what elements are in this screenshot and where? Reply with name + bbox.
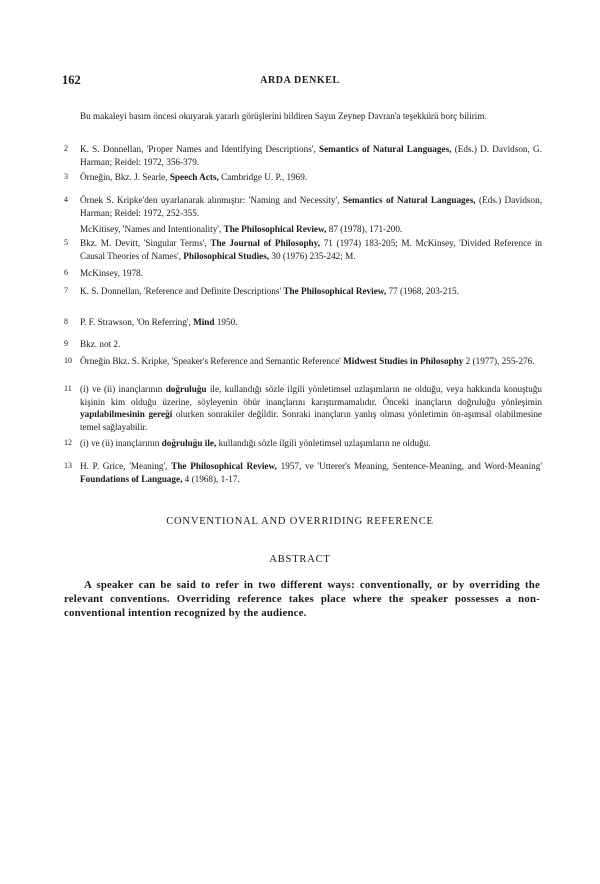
page-number: 162 [62, 73, 81, 87]
footnote-text: Örneğin, Bkz. J. Searle, Speech Acts, Cambridge U. P., 1969. [80, 172, 308, 182]
footnote-number: 4 [64, 195, 68, 204]
footnote-number: 10 [64, 356, 72, 365]
footnote-number: 3 [64, 172, 68, 181]
article-title: CONVENTIONAL AND OVERRIDING REFERENCE [166, 516, 434, 527]
footnote-text: Bkz. not 2. [80, 339, 121, 349]
footnote-number: 8 [64, 317, 68, 326]
abstract-heading: ABSTRACT [269, 554, 331, 565]
footnote-number: 11 [64, 384, 72, 393]
footnote-number: 2 [64, 144, 68, 153]
footnote-item [64, 383, 542, 433]
footnote-item [64, 437, 542, 450]
footnote-item [64, 237, 542, 262]
footnote-text: (i) ve (ii) inançlarının doğruluğu ile, kullandığı sözle ilgili yönletimsel uzlaşımların ne olduğu, veya hakkında konuştuğu kişinin kim olduğu üzerine, söyleyenin öbür inançlarını karıştırmamalıdır. Önceki inançların doğruluğu yönleşimin yapılabilmesinin gereği olurken sonrakiler değildir. Sonraki inançların yanlış olması yönletimin ön-aşımsal olabilmesine temel sağlayabilir. [80, 384, 542, 432]
footnote-number: 12 [64, 438, 72, 447]
footnote-text: H. P. Grice, 'Meaning', The Philosophical Review, 1957, ve 'Utterer's Meaning, Sentence-Meaning, and Word-Meaning' Foundations of Language, 4 (1968), 1-17. [80, 461, 543, 484]
footnote-text: P. F. Strawson, 'On Referring', Mind 1950. [80, 317, 238, 327]
footnote-item [64, 316, 542, 329]
footnote-item [64, 143, 542, 168]
running-head: ARDA DENKEL [260, 75, 340, 86]
footnote-item [64, 338, 542, 351]
footnote-text: K. S. Donnellan, 'Reference and Definite Descriptions' The Philosophical Review, 77 (1968, 203-215. [80, 286, 459, 296]
footnote-item [64, 223, 542, 236]
footnote-item [64, 355, 542, 368]
footnote-text: Örneğin Bkz. S. Kripke, 'Speaker's Reference and Semantic Reference' Midwest Studies in Philosophy 2 (1977), 255-276. [80, 356, 535, 366]
footnote-text: Bkz. M. Devitt, 'Singular Terms', The Journal of Philosophy, 71 (1974) 183-205; M. McKinsey, 'Divided Reference in Causal Theories of Names', Philosophical Studies, 30 (1976) 235-242; M. [80, 238, 543, 261]
footnote-number: 7 [64, 286, 68, 295]
footnote-item [64, 194, 542, 219]
footnote-text: McKinsey, 1978. [80, 268, 143, 278]
footnote-text: Örnek S. Kripke'den uyarlanarak alınmıştır: 'Naming and Necessity', Semantics of Natural Languages, (Eds.) Davidson, Harman; Reidel: 1972, 252-355. [80, 195, 542, 218]
footnote-number: 9 [64, 339, 68, 348]
footnote-text: K. S. Donnellan, 'Proper Names and Identifying Descriptions', Semantics of Natural Languages, (Eds.) D. Davidson, G. Harman; Reidel: 1972, 356-379. [80, 144, 542, 167]
footnote-item [64, 267, 542, 280]
acknowledgement-note: Bu makaleyi basım öncesi okuyarak yararlı görüşlerini bildiren Sayın Zeynep Davran'a teşekkürü borç bilirim. [80, 111, 487, 121]
footnote-number: 6 [64, 268, 68, 277]
footnote-item [64, 460, 542, 485]
footnote-text: McKitisey, 'Names and Intentionality', The Philosophical Review, 87 (1978), 171-200. [80, 224, 403, 234]
footnote-number: 5 [64, 238, 68, 247]
footnote-item [64, 285, 542, 298]
footnote-item [64, 171, 542, 184]
abstract-text: A speaker can be said to refer in two different ways: conventionally, or by overriding the relevant conventions. Overriding reference takes place where the speaker possesses a non-conventional intention recognized by the audience. [64, 579, 540, 619]
footnote-text: (i) ve (ii) inançlarının doğruluğu ile, kullandığı sözle ilgili yönletimsel uzlaşımların ne olduğu. [80, 438, 431, 448]
footnote-number: 13 [64, 461, 72, 470]
